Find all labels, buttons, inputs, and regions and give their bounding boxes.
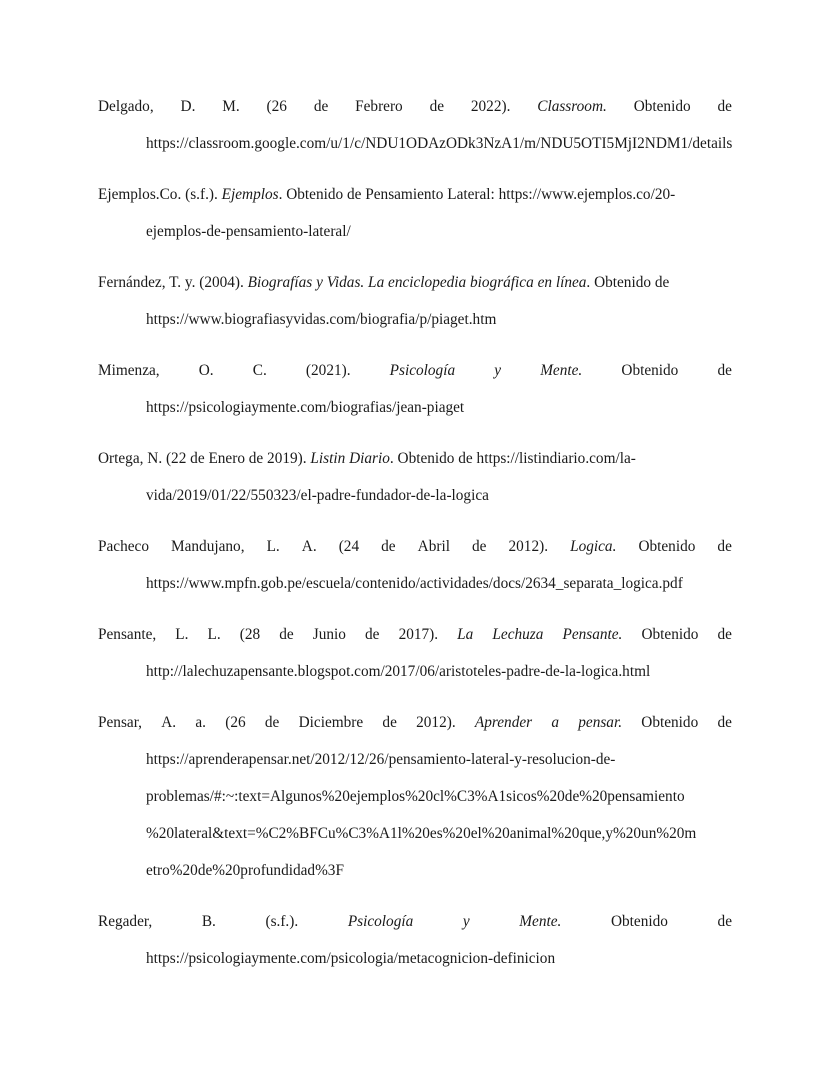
reference-word-text: (26 [266,98,287,115]
reference-title-word [519,909,561,946]
reference-source-title: Ejemplos [221,186,279,203]
reference-first-line [98,94,732,131]
reference-word-text: Obtenido [641,714,699,731]
reference-word-text: de [264,714,280,731]
reference-word-text: (2021). [305,362,351,379]
reference-word [355,94,403,131]
reference-word-text: Febrero [355,98,403,115]
reference-word-text: (s.f.). [265,913,299,930]
reference-word [267,94,287,131]
reference-word-text: de [717,913,732,930]
reference-source-title: Biografías y Vidas. La enciclopedia biográfica en línea [247,274,587,291]
reference-word [717,534,731,571]
reference-first-line [98,622,732,659]
reference-first-line [98,446,732,483]
reference-url-line: vida/2019/01/22/550323/el-padre-fundador-de-la-logica [146,487,489,504]
reference-url-line: https://www.biografiasyvidas.com/biografia/p/piaget.htm [146,311,497,328]
reference-word [265,909,298,946]
reference-url-line: %20lateral&text=%C2%BFCu%C3%A1l%20es%20el%20animal%20que,y%20un%20m [146,825,697,842]
reference-entry [98,909,732,983]
reference-first-line [98,182,732,219]
reference-word-text: Delgado, [98,98,154,115]
reference-word [225,710,245,747]
reference-word [98,710,142,747]
reference-title-word [348,909,413,946]
reference-word-text: A. [161,714,177,731]
reference-word [418,534,450,571]
reference-word [265,710,279,747]
reference-word [302,534,317,571]
reference-word-text: de [472,538,487,555]
reference-word [717,358,731,395]
reference-title-word [562,622,622,659]
reference-word-text: (28 [239,626,261,643]
reference-word-text: C. [252,362,267,379]
reference-entry [98,182,732,256]
reference-title-word [390,358,455,395]
reference-text: Ortega, N. (22 de Enero de 2019). [98,450,311,467]
reference-word-text: de [381,538,396,555]
reference-title-word [537,94,607,131]
reference-word-text: A. [301,538,317,555]
reference-word [202,909,216,946]
reference-word [381,534,395,571]
reference-word-text: Diciembre [298,714,364,731]
reference-word-text: Obtenido [633,98,691,115]
reference-text: Fernández, T. y. (2004). [98,274,248,291]
reference-list [98,94,732,997]
reference-url-line: https://aprenderapensar.net/2012/12/26/pensamiento-lateral-y-resolucion-de- [146,751,616,768]
reference-word [717,710,731,747]
reference-punctuation: . [612,538,617,555]
reference-word-text: Obtenido [638,538,696,555]
reference-word-text: de [382,714,397,731]
reference-word [641,622,698,659]
reference-word [399,622,439,659]
reference-word-text: de [717,538,732,555]
reference-word [472,534,486,571]
reference-word-text: Obtenido [641,626,699,643]
reference-word-text: Psicología [389,362,456,379]
reference-word [634,94,691,131]
reference-entry [98,534,732,608]
reference-word-text: Pacheco [98,538,149,555]
reference-word [382,710,396,747]
reference-word-text: de [279,626,294,643]
reference-word-text: de [717,362,732,379]
reference-word-text: M. [222,98,240,115]
reference-word-text: O. [198,362,214,379]
reference-word-text: pensar [578,714,619,731]
reference-word-text: Pensante, [98,626,157,643]
reference-source-title: Listin Diario [310,450,390,467]
reference-text: . Obtenido de [586,274,670,291]
reference-word-text: a. [195,714,206,731]
reference-word-text: (26 [225,714,246,731]
reference-entry [98,94,732,168]
reference-word-text: Lechuza [492,626,544,643]
reference-word-text: Regader, [98,913,153,930]
reference-word [718,909,732,946]
reference-text: . Obtenido de https://listindiario.com/la- [389,450,636,467]
reference-word-text: Junio [312,626,346,643]
reference-word-text: Logica [570,538,613,555]
reference-word [199,358,214,395]
reference-word [181,94,196,131]
reference-word [279,622,293,659]
reference-url-line: problemas/#:~:text=Algunos%20ejemplos%20cl%C3%A1sicos%20de%20pensamiento [146,788,685,805]
reference-word-text: Classroom [537,98,603,115]
reference-title-word [570,534,616,571]
reference-word [240,622,260,659]
reference-punctuation: . [578,362,583,379]
reference-word [717,622,731,659]
reference-first-line [98,710,732,747]
reference-word-text: y [462,913,470,930]
reference-word [253,358,267,395]
reference-word-text: B. [201,913,216,930]
reference-word-text: Mente [540,362,579,379]
reference-word-text: Abril [417,538,450,555]
reference-word-text: Mandujano, [171,538,245,555]
reference-word [717,94,731,131]
reference-word [267,534,280,571]
reference-url-line: https://www.mpfn.gob.pe/escuela/contenido/actividades/docs/2634_separata_logica.pdf [146,575,683,592]
reference-word [611,909,668,946]
reference-word-text: Mente [519,913,558,930]
reference-title-word [494,358,501,395]
reference-word [98,94,154,131]
reference-word-text: de [717,98,732,115]
reference-title-word [457,622,473,659]
reference-entry [98,358,732,432]
reference-word-text: Obtenido [610,913,668,930]
reference-word-text: L. [175,626,189,643]
reference-entry [98,710,732,895]
reference-word-text: 2012). [508,538,549,555]
reference-word-text: Aprender [474,714,533,731]
reference-word-text: Pensar, [98,714,142,731]
reference-word [98,534,149,571]
reference-word [222,94,239,131]
reference-punctuation: . [603,98,607,115]
reference-word-text: y [494,362,502,379]
reference-word [339,534,359,571]
reference-word [306,358,351,395]
reference-word-text: a [551,714,560,731]
reference-word [171,534,245,571]
reference-word-text: (24 [338,538,360,555]
reference-word [430,94,444,131]
reference-word [621,358,678,395]
reference-word-text: L. [266,538,280,555]
reference-word-text: Psicología [347,913,414,930]
reference-punctuation: . [557,913,562,930]
reference-word [471,94,511,131]
reference-word [641,710,698,747]
reference-punctuation: . [618,626,623,643]
reference-word-text: D. [180,98,196,115]
reference-word-text: de [365,626,380,643]
reference-word [509,534,549,571]
reference-title-word [551,710,559,747]
reference-word-text: La [457,626,474,643]
reference-first-line [98,270,732,307]
reference-title-word [463,909,470,946]
reference-word [416,710,456,747]
reference-word [98,358,160,395]
reference-word [195,710,206,747]
reference-title-word [578,710,622,747]
reference-word [208,622,221,659]
reference-word-text: de [717,714,732,731]
reference-title-word [492,622,543,659]
reference-url-line: ejemplos-de-pensamiento-lateral/ [146,223,351,240]
reference-url-line: http://lalechuzapensante.blogspot.com/2017/06/aristoteles-padre-de-la-logica.html [146,663,651,680]
reference-url-line: etro%20de%20profundidad%3F [146,862,344,879]
reference-title-word [475,710,532,747]
reference-word-text: 2022). [470,98,511,115]
reference-entry [98,622,732,696]
reference-word-text: de [429,98,445,115]
reference-text: . Obtenido de Pensamiento Lateral: https://www.ejemplos.co/20- [278,186,676,203]
reference-first-line [98,909,732,946]
reference-text: Ejemplos.Co. (s.f.). [98,186,222,203]
reference-url-line: https://classroom.google.com/u/1/c/NDU1ODAzODk3NzA1/m/NDU5OTI5MjI2NDM1/details [146,135,733,152]
reference-word [638,534,695,571]
reference-first-line [98,358,732,395]
reference-word [161,710,176,747]
reference-url-line: https://psicologiaymente.com/biografias/jean-piaget [146,399,465,416]
reference-first-line [98,534,732,571]
reference-word-text: de [717,626,732,643]
reference-word-text: L. [207,626,221,643]
reference-word [299,710,364,747]
reference-word-text: 2012). [416,714,456,731]
reference-word [98,622,156,659]
reference-word-text: Pensante [562,626,619,643]
reference-entry [98,446,732,520]
reference-word-text: de [313,98,329,115]
reference-url-line: https://psicologiaymente.com/psicologia/metacognicion-definicion [146,950,556,967]
reference-word [175,622,188,659]
reference-word [313,622,346,659]
reference-word-text: Mimenza, [98,362,160,379]
reference-word [314,94,328,131]
reference-word [365,622,379,659]
reference-entry [98,270,732,344]
reference-word-text: 2017). [398,626,439,643]
reference-word-text: Obtenido [621,362,679,379]
reference-punctuation: . [618,714,623,731]
reference-title-word [540,358,582,395]
reference-word [98,909,152,946]
